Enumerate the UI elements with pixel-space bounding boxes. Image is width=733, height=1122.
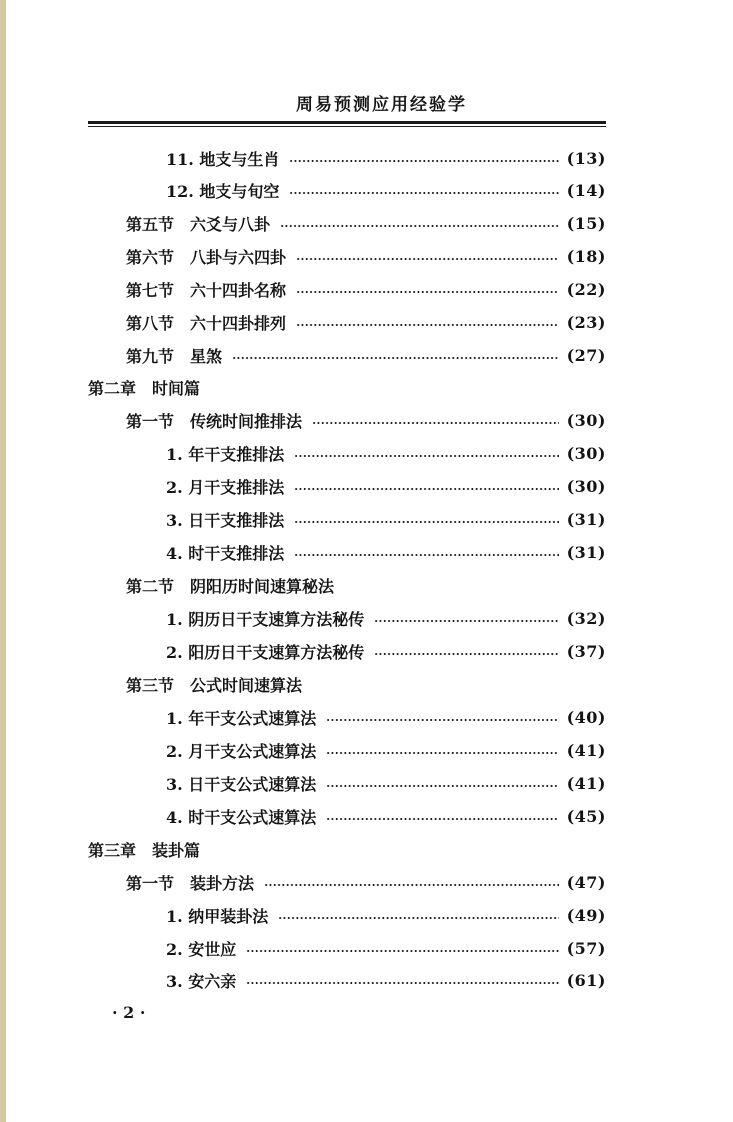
- toc-entry: [166, 638, 606, 664]
- toc-entry: [166, 902, 606, 928]
- toc-entry-label: 第一节 传统时间推排法: [126, 411, 303, 431]
- toc-entry: [126, 243, 606, 269]
- toc-dot-leader: [326, 719, 558, 721]
- toc-page-number: (23): [566, 312, 606, 332]
- toc-entry-label: 1. 纳甲装卦法: [166, 906, 269, 926]
- toc-entry-label: 第五节 六爻与八卦: [126, 214, 271, 234]
- toc-dot-leader: [296, 291, 559, 293]
- toc-dot-leader: [264, 884, 559, 886]
- running-header-title: 周易预测应用经验学: [296, 95, 467, 115]
- toc-page-number: (18): [566, 246, 606, 266]
- toc-page-number: (30): [566, 443, 606, 463]
- toc-entry-label: 第二章 时间篇: [88, 378, 201, 398]
- toc-dot-leader: [312, 422, 559, 424]
- toc-entry: [166, 770, 606, 796]
- toc-entry-label: 第二节 阴阳历时间速算秘法: [126, 576, 335, 596]
- toc-chapter-heading: [88, 374, 200, 400]
- toc-entry-label: 第三章 装卦篇: [88, 840, 201, 860]
- toc-dot-leader: [294, 521, 558, 523]
- toc-page-number: (27): [566, 345, 606, 365]
- toc-page-number: (14): [566, 180, 606, 200]
- toc-dot-leader: [326, 785, 558, 787]
- toc-entry-label: 2. 安世应: [166, 939, 237, 959]
- toc-page-number: (47): [566, 872, 606, 892]
- toc-entry: [166, 803, 606, 829]
- toc-entry-label: 2. 阳历日干支速算方法秘传: [166, 642, 365, 662]
- toc-entry: [126, 276, 606, 302]
- toc-entry: [166, 440, 606, 466]
- toc-entry: [166, 539, 606, 565]
- toc-dot-leader: [278, 917, 558, 919]
- toc-entry: [166, 145, 606, 171]
- toc-page-number: (45): [566, 806, 606, 826]
- toc-entry: [126, 671, 302, 697]
- toc-entry-label: 第八节 六十四卦排列: [126, 313, 287, 333]
- toc-entry-label: 3. 日干支公式速算法: [166, 774, 317, 794]
- toc-entry-label: 2. 月干支推排法: [166, 477, 285, 497]
- toc-page-number: (37): [566, 641, 606, 661]
- toc-dot-leader: [289, 160, 558, 162]
- toc-entry-label: 2. 月干支公式速算法: [166, 741, 317, 761]
- toc-entry: [126, 210, 606, 236]
- toc-entry-label: 12. 地支与旬空: [166, 181, 280, 201]
- toc-entry: [166, 704, 606, 730]
- toc-dot-leader: [246, 982, 558, 984]
- toc-entry: [126, 407, 606, 433]
- toc-dot-leader: [294, 554, 558, 556]
- toc-dot-leader: [294, 488, 558, 490]
- page-edge: [0, 0, 6, 1122]
- toc-page-number: (57): [566, 938, 606, 958]
- toc-page-number: (31): [566, 542, 606, 562]
- toc-page-number: (32): [566, 608, 606, 628]
- toc-entry-label: 第六节 八卦与六四卦: [126, 247, 287, 267]
- toc-entry: [126, 342, 606, 368]
- toc-page-number: (22): [566, 279, 606, 299]
- toc-entry-label: 4. 时干支推排法: [166, 543, 285, 563]
- toc-page-number: (13): [566, 148, 606, 168]
- toc-entry: [126, 309, 606, 335]
- toc-entry-label: 第七节 六十四卦名称: [126, 280, 287, 300]
- toc-chapter-heading: [88, 836, 200, 862]
- toc-dot-leader: [326, 752, 558, 754]
- toc-entry-label: 11. 地支与生肖: [166, 149, 280, 169]
- toc-page-number: (31): [566, 509, 606, 529]
- toc-entry: [126, 572, 334, 598]
- toc-entry-label: 第九节 星煞: [126, 346, 223, 366]
- toc-entry: [166, 605, 606, 631]
- toc-entry-label: 1. 年干支公式速算法: [166, 708, 317, 728]
- toc-dot-leader: [374, 653, 558, 655]
- toc-page-number: (41): [566, 740, 606, 760]
- page-number: · 2 ·: [112, 1003, 146, 1022]
- toc-dot-leader: [232, 357, 559, 359]
- toc-entry: [166, 935, 606, 961]
- toc-entry: [166, 737, 606, 763]
- header-rule-thick: [88, 121, 606, 124]
- toc-entry-label: 1. 年干支推排法: [166, 444, 285, 464]
- toc-entry-label: 4. 时干支公式速算法: [166, 807, 317, 827]
- toc-dot-leader: [294, 455, 558, 457]
- toc-dot-leader: [296, 258, 559, 260]
- toc-entry-label: 第一节 装卦方法: [126, 873, 255, 893]
- toc-entry: [166, 967, 606, 993]
- toc-entry-label: 3. 日干支推排法: [166, 510, 285, 530]
- toc-page-number: (41): [566, 773, 606, 793]
- toc-page-number: (15): [566, 213, 606, 233]
- toc-dot-leader: [374, 620, 558, 622]
- toc-page-number: (49): [566, 905, 606, 925]
- toc-page-number: (61): [566, 970, 606, 990]
- header-rule-thin: [88, 126, 606, 127]
- toc-dot-leader: [326, 818, 558, 820]
- toc-dot-leader: [280, 225, 559, 227]
- toc-entry-label: 1. 阴历日干支速算方法秘传: [166, 609, 365, 629]
- toc-page-number: (30): [566, 476, 606, 496]
- toc-page-number: (30): [566, 410, 606, 430]
- toc-entry: [126, 869, 606, 895]
- toc-entry: [166, 177, 606, 203]
- toc-entry: [166, 473, 606, 499]
- toc-dot-leader: [289, 192, 558, 194]
- toc-entry-label: 3. 安六亲: [166, 971, 237, 991]
- toc-entry: [166, 506, 606, 532]
- toc-dot-leader: [246, 950, 558, 952]
- toc-entry-label: 第三节 公式时间速算法: [126, 675, 303, 695]
- toc-dot-leader: [296, 324, 559, 326]
- toc-page-number: (40): [566, 707, 606, 727]
